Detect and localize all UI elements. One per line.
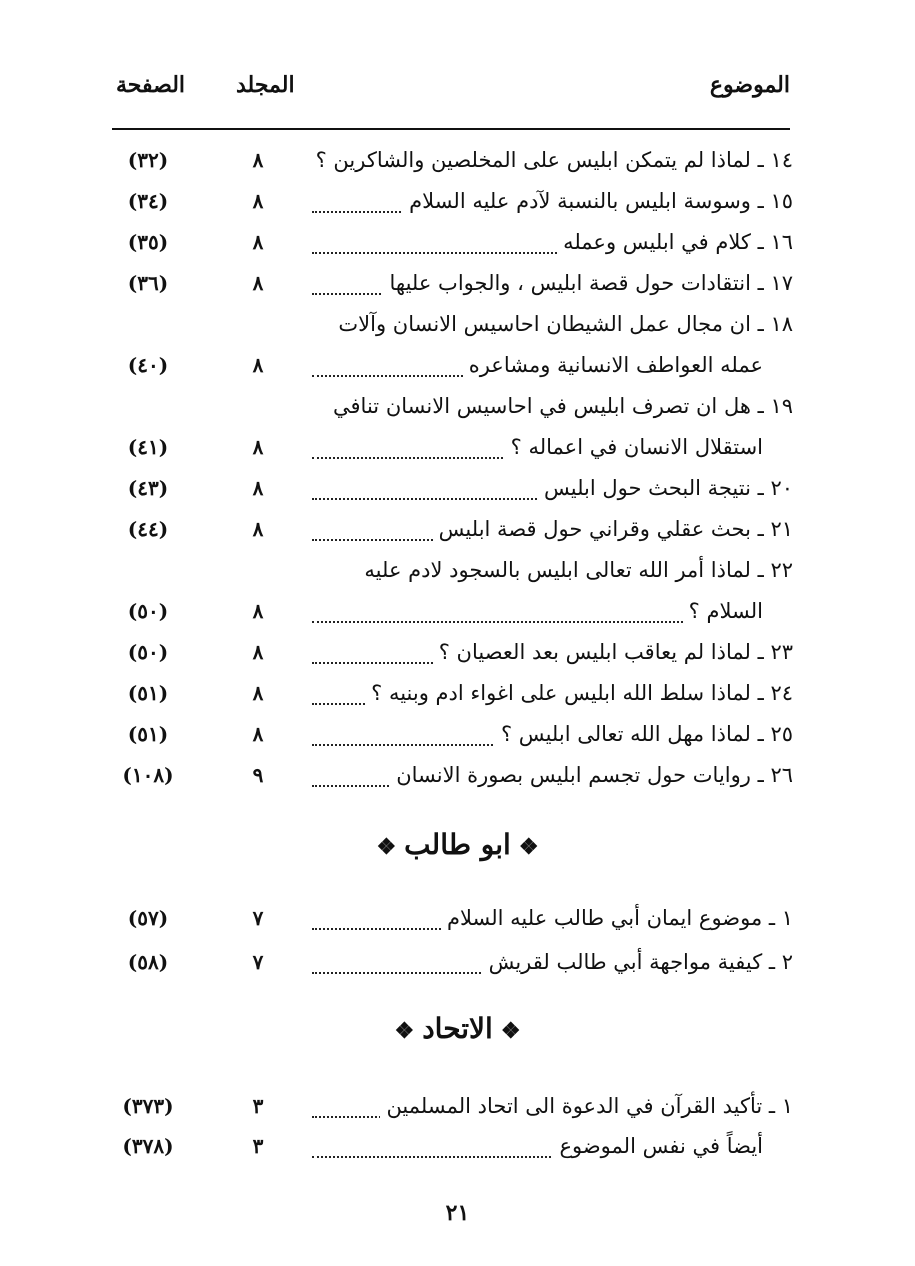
toc-topic — [312, 632, 793, 672]
toc-topic — [312, 222, 793, 262]
toc-row — [0, 550, 915, 590]
toc-volume: ٨ — [252, 476, 264, 500]
header-page-label: الصفحة — [116, 72, 186, 98]
toc-topic-text: ٢٦ ـ روايات حول تجسم ابليس بصورة الانسان — [390, 763, 793, 787]
toc-topic — [312, 591, 763, 631]
toc-page: (٣٧٨) — [122, 1134, 174, 1158]
toc-topic — [312, 427, 763, 467]
toc-topic-text: ٢٥ ـ لماذا مهل الله تعالى ابليس ؟ — [495, 722, 793, 746]
toc-topic — [312, 263, 793, 303]
toc-volume: ٨ — [252, 722, 264, 746]
toc-row — [0, 1086, 915, 1126]
section-title-abu-talib — [0, 828, 915, 861]
header-topic-label: الموضوع — [709, 72, 790, 98]
toc-volume: ٨ — [252, 640, 264, 664]
toc-row — [0, 509, 915, 549]
toc-page: (٣٤) — [127, 189, 169, 213]
toc-topic — [312, 345, 763, 385]
section-title-text: ابو طالب — [404, 828, 511, 861]
toc-topic — [312, 304, 793, 344]
toc-topic — [312, 942, 793, 982]
toc-row — [0, 632, 915, 672]
ornament-icon: ❖ — [376, 833, 397, 860]
toc-row — [0, 345, 915, 385]
toc-page: (٤١) — [127, 435, 169, 459]
toc-volume: ٨ — [252, 353, 264, 377]
toc-page: (١٠٨) — [122, 763, 174, 787]
toc-topic — [312, 140, 793, 180]
toc-topic-text: ٢ ـ كيفية مواجهة أبي طالب لقريش — [483, 950, 793, 974]
toc-page: (٤٤) — [127, 517, 169, 541]
toc-topic-text: ١٨ ـ ان مجال عمل الشيطان احاسيس الانسان وآلات — [332, 312, 793, 336]
toc-topic — [312, 181, 793, 221]
toc-topic-text: أيضاً في نفس الموضوع — [553, 1134, 763, 1158]
toc-row — [0, 942, 915, 982]
toc-row — [0, 673, 915, 713]
toc-topic — [312, 898, 793, 938]
toc-page: (٣٧٣) — [122, 1094, 174, 1118]
toc-topic-text: ١ ـ موضوع ايمان أبي طالب عليه السلام — [441, 906, 793, 930]
toc-topic — [312, 1086, 793, 1126]
toc-volume: ٧ — [252, 906, 264, 930]
toc-topic-text: ١ ـ تأكيد القرآن في الدعوة الى اتحاد المسلمين — [380, 1094, 793, 1118]
toc-row — [0, 591, 915, 631]
toc-volume: ٨ — [252, 517, 264, 541]
toc-volume: ٩ — [252, 763, 264, 787]
toc-volume: ٨ — [252, 271, 264, 295]
toc-topic — [312, 386, 793, 426]
toc-topic-text: ١٧ ـ انتقادات حول قصة ابليس ، والجواب عليها — [383, 271, 793, 295]
ornament-icon: ❖ — [500, 1017, 521, 1044]
toc-topic — [312, 673, 793, 713]
toc-page: (٤٠) — [127, 353, 169, 377]
toc-page: (٥٨) — [127, 950, 169, 974]
toc-topic — [312, 755, 793, 795]
toc-topic-text: ٢٢ ـ لماذا أمر الله تعالى ابليس بالسجود لادم عليه — [358, 558, 793, 582]
toc-topic-text: ٢٣ ـ لماذا لم يعاقب ابليس بعد العصيان ؟ — [433, 640, 793, 664]
toc-page: (٣٢) — [127, 148, 169, 172]
toc-topic — [312, 509, 793, 549]
header-rule — [112, 128, 790, 130]
toc-page: (٥١) — [127, 722, 169, 746]
toc-row — [0, 427, 915, 467]
toc-topic-text: عمله العواطف الانسانية ومشاعره — [463, 353, 763, 377]
toc-row — [0, 222, 915, 262]
header-volume-label: المجلد — [236, 72, 295, 98]
toc-row — [0, 386, 915, 426]
toc-page: (٥٠) — [127, 640, 169, 664]
toc-topic — [312, 714, 793, 754]
ornament-icon: ❖ — [518, 833, 539, 860]
toc-topic-text: ٢١ ـ بحث عقلي وقراني حول قصة ابليس — [433, 517, 793, 541]
toc-row — [0, 755, 915, 795]
toc-topic-text: ١٦ ـ كلام في ابليس وعمله — [557, 230, 793, 254]
toc-topic — [312, 550, 793, 590]
toc-volume: ٣ — [252, 1094, 264, 1118]
toc-volume: ٨ — [252, 230, 264, 254]
section-title-ittihad — [0, 1012, 915, 1045]
toc-page: (٣٦) — [127, 271, 169, 295]
ornament-icon: ❖ — [394, 1017, 415, 1044]
toc-row — [0, 898, 915, 938]
toc-topic-text: ٢٤ ـ لماذا سلط الله ابليس على اغواء ادم وبنيه ؟ — [365, 681, 793, 705]
toc-topic-text: استقلال الانسان في اعماله ؟ — [505, 435, 763, 459]
toc-topic-text: السلام ؟ — [683, 599, 763, 623]
section-title-text: الاتحاد — [422, 1012, 493, 1045]
toc-topic-text: ١٤ ـ لماذا لم يتمكن ابليس على المخلصين والشاكرين ؟ — [312, 148, 793, 172]
toc-topic-text: ١٩ ـ هل ان تصرف ابليس في احاسيس الانسان تنافي — [327, 394, 793, 418]
toc-row — [0, 304, 915, 344]
toc-page: (٥١) — [127, 681, 169, 705]
toc-row — [0, 468, 915, 508]
page-number: ٢١ — [445, 1200, 470, 1226]
toc-volume: ٨ — [252, 599, 264, 623]
toc-volume: ٧ — [252, 950, 264, 974]
toc-row — [0, 1126, 915, 1166]
toc-volume: ٨ — [252, 148, 264, 172]
toc-row — [0, 714, 915, 754]
toc-topic — [312, 1126, 763, 1166]
toc-page: (٣٥) — [127, 230, 169, 254]
toc-page: (٥٧) — [127, 906, 169, 930]
toc-volume: ٣ — [252, 1134, 264, 1158]
toc-row — [0, 140, 915, 180]
toc-topic-text: ١٥ ـ وسوسة ابليس بالنسبة لآدم عليه السلام — [403, 189, 793, 213]
toc-row — [0, 181, 915, 221]
toc-volume: ٨ — [252, 189, 264, 213]
toc-volume: ٨ — [252, 681, 264, 705]
toc-topic — [312, 468, 793, 508]
toc-row — [0, 263, 915, 303]
toc-page: (٤٣) — [127, 476, 169, 500]
toc-volume: ٨ — [252, 435, 264, 459]
toc-topic-text: ٢٠ ـ نتيجة البحث حول ابليس — [538, 476, 793, 500]
toc-page: (٥٠) — [127, 599, 169, 623]
